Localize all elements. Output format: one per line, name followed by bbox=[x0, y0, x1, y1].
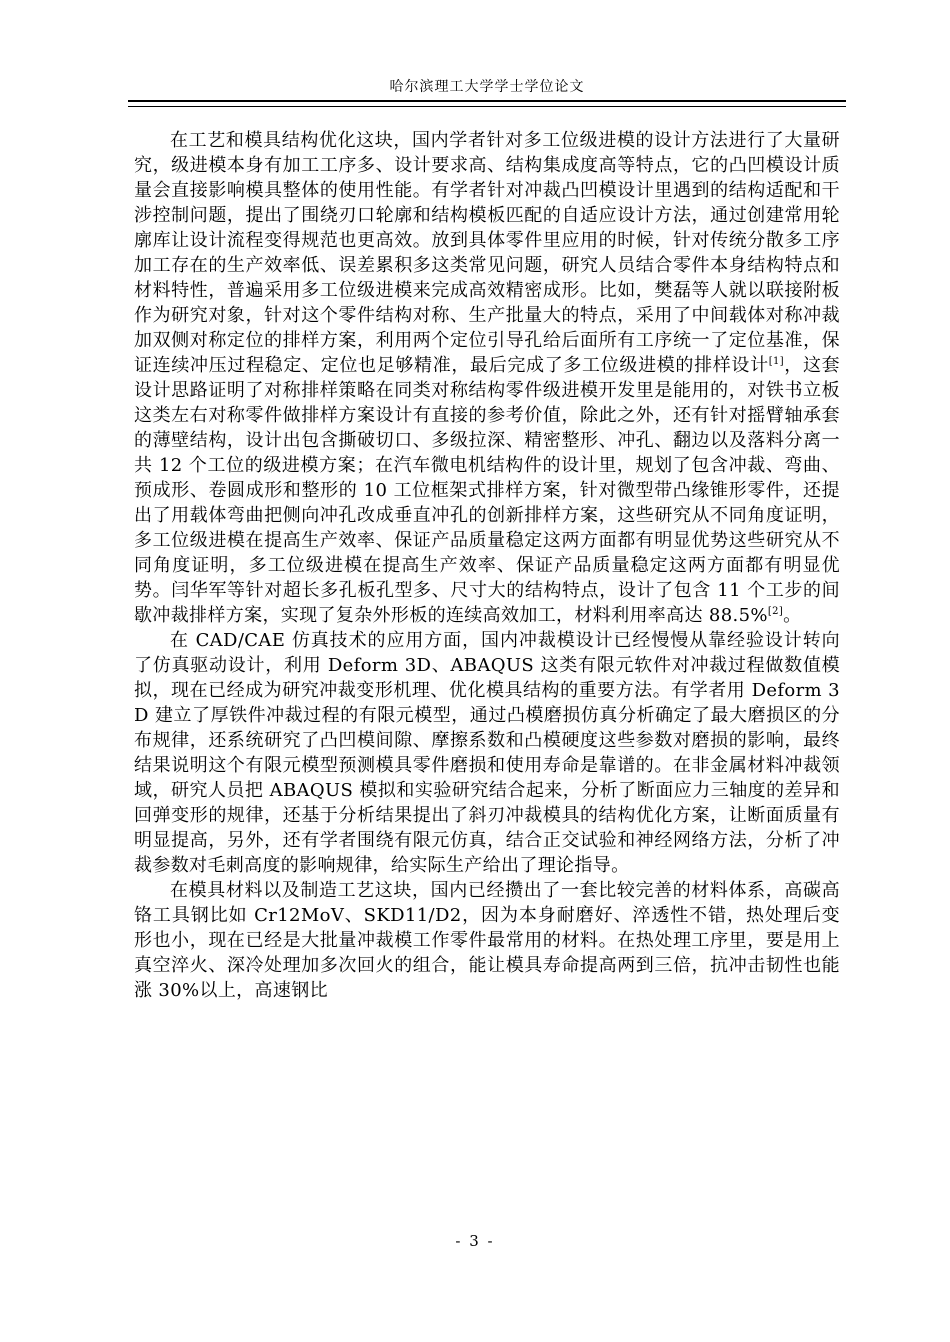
citation-2: [2] bbox=[767, 606, 784, 617]
paragraph-1-text-b: ，这套设计思路证明了对称排样策略在同类对称结构零件级进模开发里是能用的，对铁书立板这类左右对称零件做排样方案设计有直接的参考价值，除此之外，还有针对摇臂轴承套的薄壁结构，设计出包含撕破切口、多级拉深、精密整形、冲孔、翻边以及落料分离一共 12 个工位的级进模方案；在汽车微电机结构件的设计里，规划了包含冲裁、弯曲、预成形、卷圆成形和整形的 10 工位框架式排样方案，针对微型带凸缘锥形零件，还提出了用载体弯曲把侧向冲孔改成垂直冲孔的创新排样方案，这些研究从不同角度证明，多工位级进模在提高生产效率、保证产品质量稳定这两方面都有明显优势这些研究从不同角度证明，多工位级进模在提高生产效率、保证产品质量稳定这两方面都有明显优势。闫华军等针对超长多孔板孔型多、尺寸大的结构特点，设计了包含 11 个工步的间歇冲裁排样方案，实现了复杂外形板的连续高效加工，材料利用率高达 88.5% bbox=[134, 355, 840, 626]
paragraph-1-text-a: 在工艺和模具结构优化这块，国内学者针对多工位级进模的设计方法进行了大量研究，级进模本身有加工工序多、设计要求高、结构集成度高等特点，它的凸凹模设计质量会直接影响模具整体的使用性能。有学者针对冲裁凸凹模设计里遇到的结构适配和干涉控制问题，提出了围绕刃口轮廓和结构模板匹配的自适应设计方法，通过创建常用轮廓库让设计流程变得规范也更高效。放到具体零件里应用的时候，针对传统分散多工序加工存在的生产效率低、误差累积多这类常见问题，研究人员结合零件本身结构特点和材料特性，普遍采用多工位级进模来完成高效精密成形。比如，樊磊等人就以联接附板作为研究对象，针对这个零件结构对称、生产批量大的特点，采用了中间载体对称冲裁加双侧对称定位的排样方案，利用两个定位引导孔给后面所有工序统一了定位基准，保证连续冲压过程稳定、定位也足够精准，最后完成了多工位级进模的排样设计 bbox=[134, 130, 840, 376]
paragraph-process-optimization bbox=[134, 128, 840, 628]
header-rule-thin bbox=[128, 106, 846, 107]
paragraph-1-text-c: 。 bbox=[783, 605, 802, 626]
citation-1: [1] bbox=[768, 356, 784, 367]
header-rule-thick bbox=[128, 100, 846, 102]
running-header: 哈尔滨理工大学学士学位论文 bbox=[389, 79, 585, 95]
body-text bbox=[134, 128, 840, 1003]
paragraph-materials: 在模具材料以及制造工艺这块，国内已经攒出了一套比较完善的材料体系，高碳高铬工具钢比如 Cr12MoV、SKD11/D2，因为本身耐磨好、淬透性不错，热处理后变形也小，现在已经是大批量冲裁模工作零件最常用的材料。在热处理工序里，要是用上真空淬火、深冷处理加多次回火的组合，能让模具寿命提高两到三倍，抗冲击韧性也能涨 30%以上，高速钢比 bbox=[134, 880, 840, 1001]
page-number: - 3 - bbox=[455, 1232, 495, 1250]
paragraph-cad-cae: 在 CAD/CAE 仿真技术的应用方面，国内冲裁模设计已经慢慢从靠经验设计转向了仿真驱动设计，利用 Deform 3D、ABAQUS 这类有限元软件对冲裁过程做数值模拟，现在已经成为研究冲裁变形机理、优化模具结构的重要方法。有学者用 Deform 3D 建立了厚铁件冲裁过程的有限元模型，通过凸模磨损仿真分析确定了最大磨损区的分布规律，还系统研究了凸凹模间隙、摩擦系数和凸模硬度这些参数对磨损的影响，最终结果说明这个有限元模型预测模具零件磨损和使用寿命是靠谱的。在非金属材料冲裁领域，研究人员把 ABAQUS 模拟和实验研究结合起来，分析了断面应力三轴度的差异和回弹变形的规律，还基于分析结果提出了斜刃冲裁模具的结构优化方案，让断面质量有明显提高，另外，还有学者围绕有限元仿真，结合正交试验和神经网络方法，分析了冲裁参数对毛刺高度的影响规律，给实际生产给出了理论指导。 bbox=[134, 630, 840, 876]
